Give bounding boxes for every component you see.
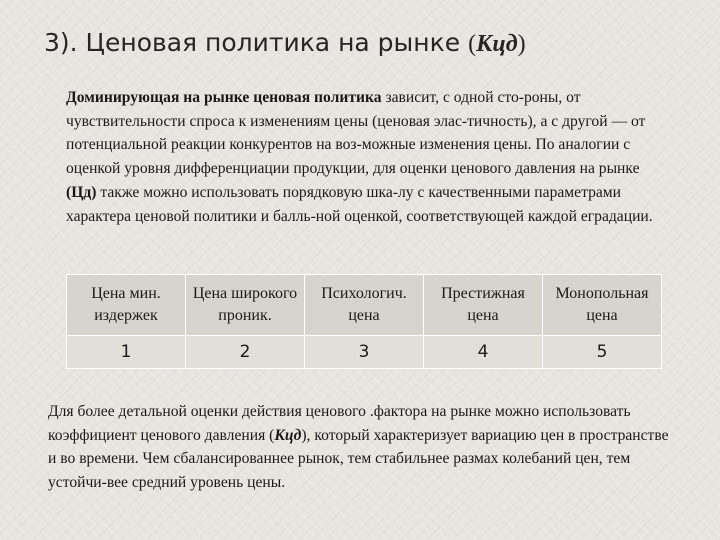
conclusion-paragraph bbox=[48, 400, 678, 495]
conclusion-text-2: ), который характеризует вариацию цен в пространстве и во времени. Чем сбалансированнее рынок, тем стабильнее размах колебаний цен, тем устойчи-вее средний уровень цены. bbox=[48, 426, 669, 492]
price-pressure-code: (Цд) bbox=[66, 183, 97, 201]
formula-paren-close: ) bbox=[517, 31, 526, 57]
conclusion-formula: Кцд bbox=[274, 426, 302, 444]
score-cell: 2 bbox=[186, 336, 305, 369]
score-cell: 5 bbox=[543, 336, 662, 369]
slide-title-formula bbox=[468, 31, 526, 57]
slide-title-text: 3). Ценовая политика на рынке bbox=[44, 28, 461, 57]
table-header-cell: Цена мин. издержек bbox=[67, 275, 186, 336]
intro-paragraph bbox=[66, 86, 664, 228]
table-header-cell: Престижная цена bbox=[424, 275, 543, 336]
conclusion-text-1: Для более детальной оценки действия ценового .фактора на рынке можно использовать коэффициент ценового давления ( bbox=[48, 403, 631, 444]
table-header-cell: Психологич. цена bbox=[305, 275, 424, 336]
score-cell: 1 bbox=[67, 336, 186, 369]
intro-text-1: зависит, с одной сто-роны, от чувствительности спроса к изменениям цены (ценовая элас-тичность), а с другой — от потенциальной реакции конкурентов на воз-можные изменения цены. По аналогии с оценкой уровня дифференциации продукции, для оценки ценового давления на рынке bbox=[66, 89, 646, 178]
formula-symbol: Кцд bbox=[476, 31, 518, 57]
score-cell: 4 bbox=[424, 336, 543, 369]
table-row bbox=[67, 336, 662, 369]
table-header-cell: Цена широкого проник. bbox=[186, 275, 305, 336]
price-policy-scale-table bbox=[66, 274, 662, 369]
formula-paren-open: ( bbox=[468, 31, 477, 57]
intro-bold-lead: Доминирующая на рынке ценовая политика bbox=[66, 89, 382, 106]
slide-title bbox=[44, 28, 526, 58]
table-header-row bbox=[67, 275, 662, 336]
intro-text-2: также можно использовать порядковую шка-лу с качественными параметрами характера ценовой политики и балль-ной оценкой, соответствующей каждой еградации. bbox=[66, 183, 653, 225]
table-header-cell: Монопольная цена bbox=[543, 275, 662, 336]
score-cell: 3 bbox=[305, 336, 424, 369]
